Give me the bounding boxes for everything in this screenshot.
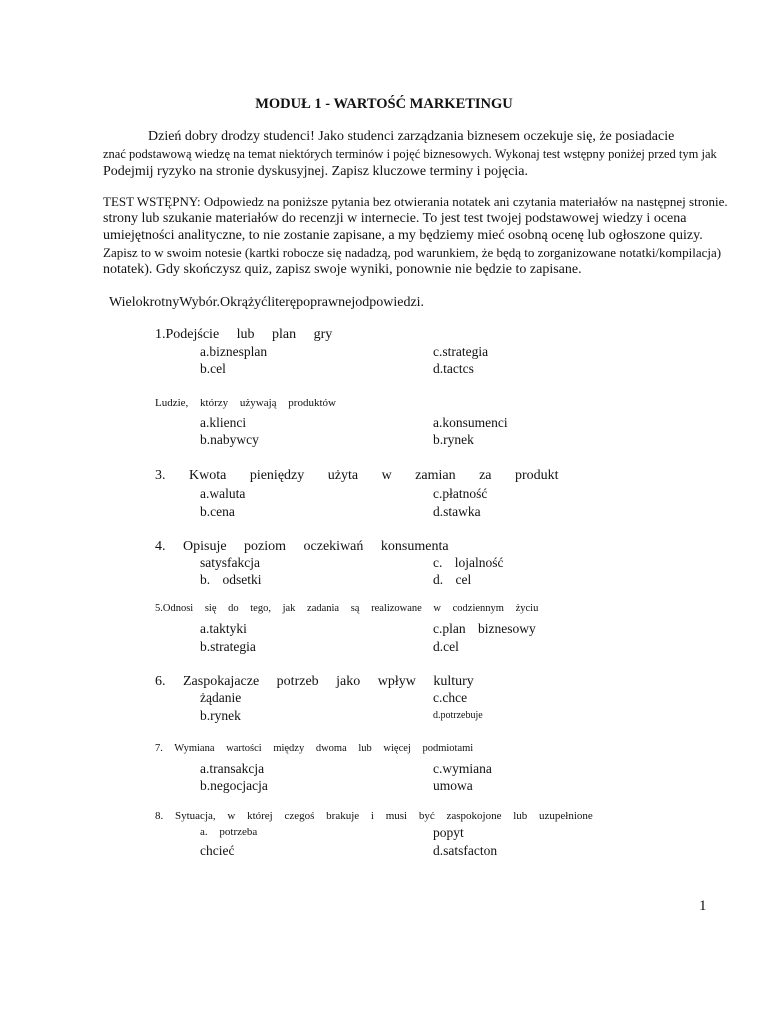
question-7: 7. Wymiana wartości między dwoma lub więcej podmiotami [155, 743, 474, 754]
document-title: MODUŁ 1 - WARTOŚĆ MARKETINGU [255, 96, 513, 112]
test-line-2: strony lub szukanie materiałów do recenzji w internecie. To jest test twojej podstawowej wiedzy i ocena [103, 211, 687, 226]
answer-3-b: b.cena [200, 504, 235, 519]
answer-6-a: żądanie [200, 690, 242, 705]
answer-4-a: satysfakcja [200, 555, 260, 570]
answer-5-d: d.cel [433, 639, 459, 654]
answer-8-a: a. potrzeba [200, 826, 258, 838]
answer-7-a: a.transakcja [200, 761, 265, 776]
answer-2-b: b.nabywcy [200, 432, 259, 447]
answer-7-b: b.negocjacja [200, 778, 268, 793]
answer-8-b: chcieć [200, 843, 235, 858]
answer-2-a: a.klienci [200, 415, 247, 430]
answer-7-c: c.wymiana [433, 761, 492, 776]
page-number: 1 [699, 898, 707, 914]
answer-1-d: d.tactcs [433, 361, 474, 376]
answer-3-a: a.waluta [200, 486, 246, 501]
answer-5-b: b.strategia [200, 639, 256, 654]
answer-4-b: b. odsetki [200, 572, 262, 587]
answer-2-c: a.konsumenci [433, 415, 508, 430]
answer-7-d: umowa [433, 778, 473, 793]
answer-2-d: b.rynek [433, 432, 474, 447]
answer-6-c: c.chce [433, 690, 468, 705]
answer-4-c: c. lojalność [433, 555, 504, 570]
answer-6-b: b.rynek [200, 708, 241, 723]
question-3: 3. Kwota pieniędzy użyta w zamian za produkt [155, 468, 559, 483]
question-2: Ludzie, którzy używają produktów [155, 397, 336, 409]
answer-3-d: d.stawka [433, 504, 481, 519]
intro-line-1: Dzień dobry drodzy studenci! Jako studenci zarządzania biznesem oczekuje się, że posiadacie [148, 129, 675, 144]
test-line-4: Zapisz to w swoim notesie (kartki robocze się nadadzą, pod warunkiem, że będą to zorganizowane notatki/kompilacja) [103, 245, 722, 260]
question-5: 5.Odnosi się do tego, jak zadania są realizowane w codziennym życiu [155, 603, 539, 614]
test-line-1: TEST WSTĘPNY: Odpowiedz na poniższe pytania bez otwierania notatek ani czytania materiałów na następnej stronie. [103, 194, 728, 209]
intro-line-2: znać podstawową wiedzę na temat niektórych terminów i pojęć biznesowych. Wykonaj test wstępny poniżej przed tym jak [103, 147, 717, 161]
question-6: 6. Zaspokajacze potrzeb jako wpływ kultury [155, 674, 474, 689]
answer-5-c: c.plan biznesowy [433, 621, 536, 636]
answer-3-c: c.płatność [433, 486, 488, 501]
question-8: 8. Sytuacja, w której czegoś brakuje i musi być zaspokojone lub uzupełnione [155, 810, 593, 822]
intro-line-3: Podejmij ryzyko na stronie dyskusyjnej. Zapisz kluczowe terminy i pojęcia. [103, 164, 528, 179]
instruction-text: WielokrotnyWybór.Okrążyćliterępoprawnejodpowiedzi. [109, 295, 425, 310]
test-line-5: notatek). Gdy skończysz quiz, zapisz swoje wyniki, ponownie nie będzie to zapisane. [103, 262, 582, 277]
answer-6-d: d.potrzebuje [433, 710, 483, 721]
answer-4-d: d. cel [433, 572, 472, 587]
question-1: 1.Podejście lub plan gry [155, 327, 333, 342]
answer-1-c: c.strategia [433, 344, 489, 359]
answer-1-b: b.cel [200, 361, 226, 376]
answer-5-a: a.taktyki [200, 621, 247, 636]
test-line-3: umiejętności analityczne, to nie zostanie zapisane, a my będziemy mieć osobną ocenę lub ogłoszone quizy. [103, 228, 703, 243]
answer-8-d: d.satsfacton [433, 843, 498, 858]
answer-1-a: a.biznesplan [200, 344, 268, 359]
question-4: 4. Opisuje poziom oczekiwań konsumenta [155, 539, 449, 554]
answer-8-c: popyt [433, 825, 464, 840]
